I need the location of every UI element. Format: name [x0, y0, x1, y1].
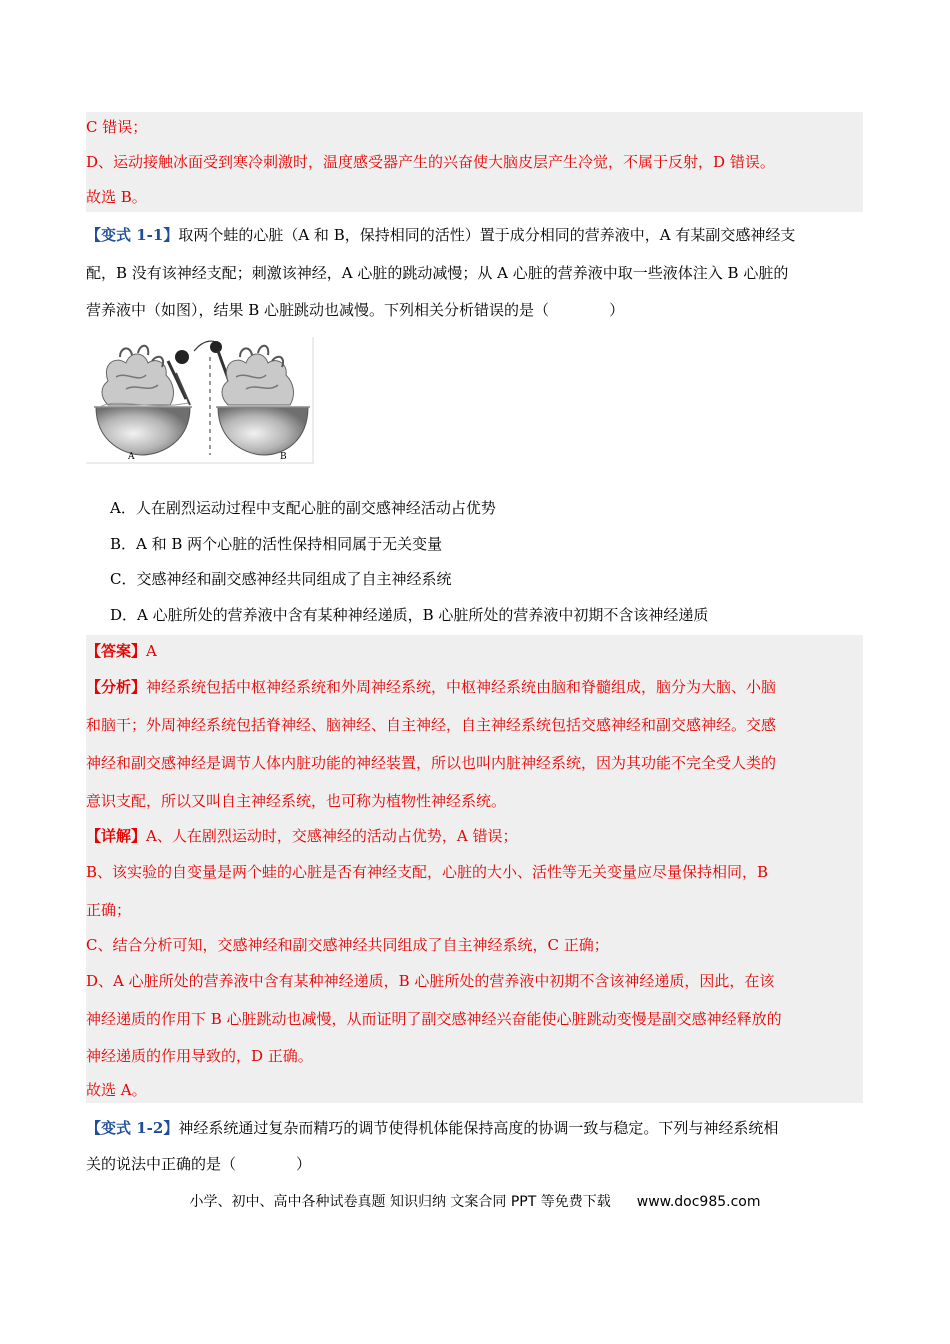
question-1-2-line-2: 关的说法中正确的是（ ） [86, 1155, 312, 1173]
question-1-1-line-3: 营养液中（如图），结果 B 心脏跳动也减慢。下列相关分析错误的是（ ） [86, 301, 625, 319]
detail-line-2: B、该实验的自变量是两个蛙的心脏是否有神经支配，心脏的大小、活性等无关变量应尽量保持相同，B [86, 863, 769, 881]
option-b: B．A 和 B 两个心脏的活性保持相同属于无关变量 [110, 535, 443, 553]
option-c: C．交感神经和副交感神经共同组成了自主神经系统 [110, 570, 452, 588]
analysis-line-4: 意识支配，所以又叫自主神经系统，也可称为植物性神经系统。 [86, 792, 507, 810]
prev-analysis-line-1: C 错误； [86, 118, 148, 136]
page-footer [0, 1191, 950, 1211]
footer-text: 小学、初中、高中各种试卷真题 知识归纳 文案合同 PPT 等免费下载 [189, 1194, 611, 1210]
detail-line-5: D、A 心脏所处的营养液中含有某种神经递质，B 心脏所处的营养液中初期不含该神经递质，因此，在该 [86, 972, 775, 990]
question-1-1-text-1: 取两个蛙的心脏（A 和 B，保持相同的活性）置于成分相同的营养液中，A 有某副交感神经支 [178, 226, 796, 244]
detail-line-8: 故选 A。 [86, 1081, 147, 1099]
heart-b [216, 346, 310, 455]
option-d: D．A 心脏所处的营养液中含有某种神经递质，B 心脏所处的营养液中初期不含该神经递质 [110, 606, 709, 624]
question-1-2-tag: 【变式 1-2】 [86, 1119, 179, 1137]
frog-hearts-figure [86, 337, 314, 465]
option-a: A．人在剧烈运动过程中支配心脏的副交感神经活动占优势 [110, 499, 496, 517]
detail-tag: 【详解】 [86, 827, 147, 845]
detail-line-6: 神经递质的作用下 B 心脏跳动也减慢，从而证明了副交感神经兴奋能使心脏跳动变慢是副交感神经释放的 [86, 1010, 782, 1028]
figure-label-a: A [128, 452, 135, 462]
analysis-line-2: 和脑干；外周神经系统包括脊神经、脑神经、自主神经，自主神经系统包括交感神经和副交感神经。交感 [86, 716, 777, 734]
question-1-2-line-1 [86, 1118, 778, 1138]
answer-line [86, 641, 157, 661]
prev-analysis-line-2: D、运动接触冰面受到寒冷刺激时，温度感受器产生的兴奋使大脑皮层产生冷觉，不属于反射，D 错误。 [86, 153, 775, 171]
analysis-text-1: 神经系统包括中枢神经系统和外周神经系统，中枢神经系统由脑和脊髓组成，脑分为大脑、小脑 [146, 678, 777, 696]
answer-value: A [146, 642, 157, 660]
answer-tag: 【答案】 [86, 642, 147, 660]
frog-hearts-illustration [86, 337, 314, 465]
detail-line-4: C、结合分析可知，交感神经和副交感神经共同组成了自主神经系统，C 正确； [86, 936, 609, 954]
analysis-tag: 【分析】 [86, 678, 147, 696]
detail-line-7: 神经递质的作用导致的，D 正确。 [86, 1047, 313, 1065]
detail-line-3: 正确； [86, 901, 132, 919]
question-1-1-tag: 【变式 1-1】 [86, 226, 179, 244]
footer-url[interactable]: www.doc985.com [636, 1194, 761, 1210]
prev-analysis-line-3: 故选 B。 [86, 188, 147, 206]
question-1-2-text-1: 神经系统通过复杂而精巧的调节使得机体能保持高度的协调一致与稳定。下列与神经系统相 [178, 1119, 779, 1137]
detail-line-1 [86, 826, 517, 846]
detail-text-1: A、人在剧烈运动时，交感神经的活动占优势，A 错误； [146, 827, 518, 845]
question-1-1-line-2: 配，B 没有该神经支配；刺激该神经，A 心脏的跳动减慢；从 A 心脏的营养液中取一些液体注入 B 心脏的 [86, 264, 789, 282]
figure-label-b: B [280, 452, 287, 462]
question-1-1-line-1 [86, 225, 795, 245]
analysis-line-3: 神经和副交感神经是调节人体内脏功能的神经装置，所以也叫内脏神经系统，因为其功能不完全受人类的 [86, 754, 777, 772]
analysis-line-1 [86, 677, 776, 697]
